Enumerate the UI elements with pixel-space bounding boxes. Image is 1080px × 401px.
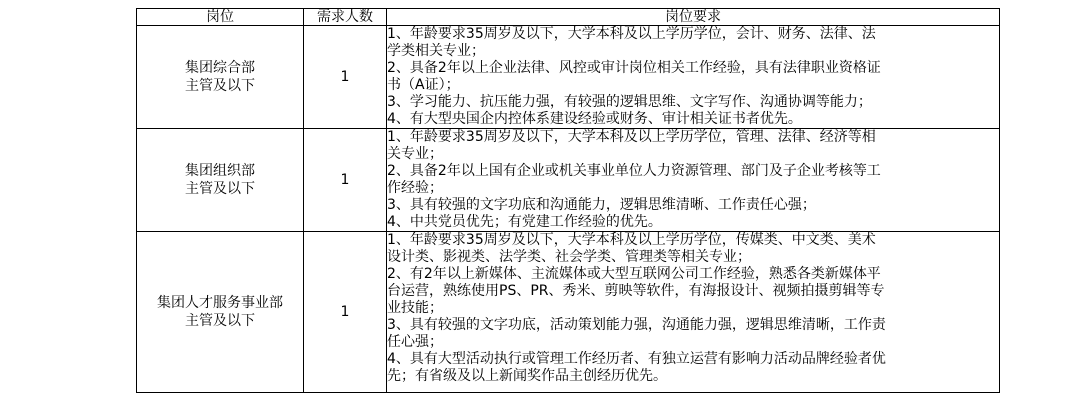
requirement-line: 1、年龄要求35周岁及以下，大学本科及以上学历学位，传媒类、中文类、美术 (387, 232, 876, 248)
table-row (137, 129, 1000, 232)
requirement-line: 台运营，熟练使用PS、PR、秀米、剪映等软件，有海报设计、视频拍摄剪辑等专 (387, 283, 885, 299)
requirement-line: 任心强； (387, 334, 443, 350)
header-position: 岗位 (137, 9, 304, 26)
requirement-line: 2、具备2年以上国有企业或机关事业单位人力资源管理、部门及子企业考核等工 (387, 163, 881, 179)
position-level: 主管及以下 (185, 78, 255, 94)
requirement-line: 书（A证）； (387, 77, 460, 93)
requirement-line: 4、有大型央国企内控体系建设经验或财务、审计相关证书者优先。 (387, 111, 802, 127)
headcount-cell: 1 (304, 129, 387, 232)
requirement-line: 先；有省级及以上新闻奖作品主创经历优先。 (387, 368, 667, 384)
requirement-line: 3、具有较强的文字功底和沟通能力，逻辑思维清晰、工作责任心强； (387, 197, 816, 213)
requirement-line: 关专业； (387, 146, 443, 162)
requirement-line: 2、有2年以上新媒体、主流媒体或大型互联网公司工作经验，熟悉各类新媒体平 (387, 266, 881, 282)
position-cell (137, 232, 304, 393)
requirements-cell (387, 26, 1000, 129)
requirement-line: 4、具有大型活动执行或管理工作经历者、有独立运营有影响力活动品牌经验者优 (387, 351, 886, 367)
position-name: 集团组织部 (185, 163, 255, 179)
position-name: 集团人才服务事业部 (157, 295, 283, 311)
requirements-cell (387, 232, 1000, 393)
table-row (137, 232, 1000, 393)
job-requirements-table (136, 8, 1000, 393)
position-level: 主管及以下 (185, 181, 255, 197)
requirement-line: 学类相关专业； (387, 43, 485, 59)
requirement-line: 1、年龄要求35周岁及以下，大学本科及以上学历学位，会计、财务、法律、法 (387, 26, 876, 42)
headcount-cell: 1 (304, 232, 387, 393)
requirement-line: 3、具有较强的文字功底，活动策划能力强，沟通能力强，逻辑思维清晰，工作责 (387, 317, 886, 333)
position-name: 集团综合部 (185, 60, 255, 76)
position-level: 主管及以下 (185, 313, 255, 329)
header-requirements: 岗位要求 (387, 9, 1000, 26)
header-count: 需求人数 (304, 9, 387, 26)
position-cell (137, 129, 304, 232)
requirement-line: 业技能； (387, 300, 443, 316)
requirements-cell (387, 129, 1000, 232)
requirement-line: 1、年龄要求35周岁及以下，大学本科及以上学历学位，管理、法律、经济等相 (387, 129, 876, 145)
table-row (137, 26, 1000, 129)
position-cell (137, 26, 304, 129)
requirement-line: 设计类、影视类、法学类、社会学类、管理类等相关专业； (387, 249, 751, 265)
requirement-line: 3、学习能力、抗压能力强，有较强的逻辑思维、文字写作、沟通协调等能力； (387, 94, 872, 110)
requirement-line: 作经验； (387, 180, 443, 196)
requirement-line: 4、中共党员优先；有党建工作经验的优先。 (387, 214, 662, 230)
table-header-row (137, 9, 1000, 26)
requirement-line: 2、具备2年以上企业法律、风控或审计岗位相关工作经验，具有法律职业资格证 (387, 60, 881, 76)
headcount-cell: 1 (304, 26, 387, 129)
